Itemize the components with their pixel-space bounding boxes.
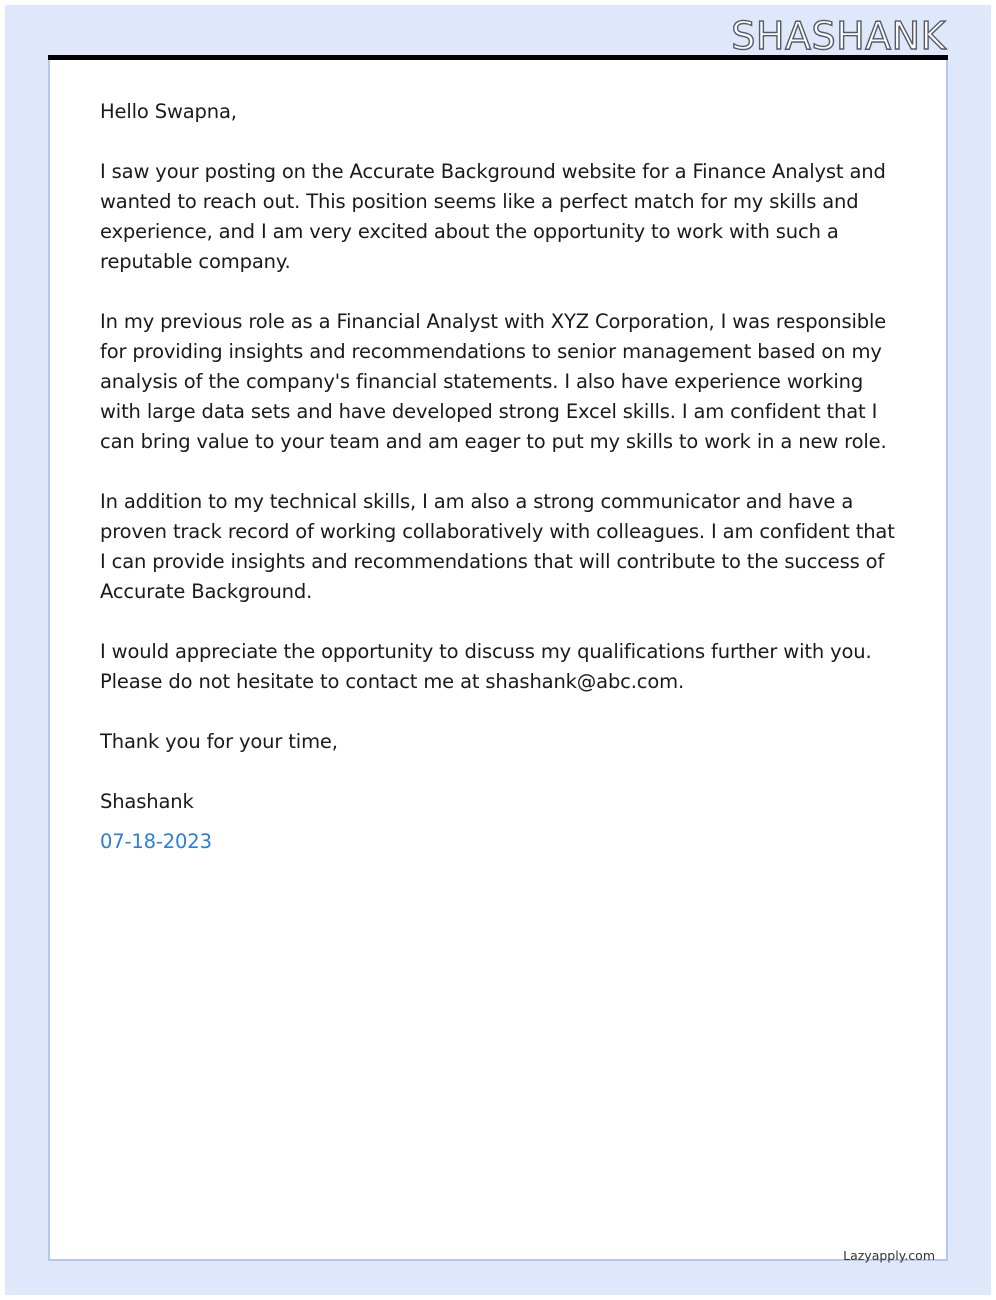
- paragraph-1: I saw your posting on the Accurate Background website for a Finance Analyst and wanted to reach out. This position seems like a perfect match for my skills and experience, and I am very excited about the opportunity to work with such a reputable company.: [100, 160, 886, 273]
- letter-date: 07-18-2023: [100, 830, 212, 853]
- paragraph-2: In my previous role as a Financial Analyst with XYZ Corporation, I was responsible for providing insights and recommendations to senior management based on my analysis of the company's financial statements. I also have experience working with large data sets and have developed strong Excel skills. I am confident that I can bring value to your team and am eager to put my skills to work in a new role.: [100, 310, 887, 453]
- paragraph-3: In addition to my technical skills, I am also a strong communicator and have a proven track record of working collaboratively with colleagues. I am confident that I can provide insights and recommendations that will contribute to the success of Accurate Background.: [100, 490, 895, 603]
- signature: Shashank: [100, 790, 194, 813]
- letter-body: [100, 97, 900, 857]
- closing: Thank you for your time,: [100, 730, 338, 753]
- header-name: SHASHANK: [731, 14, 946, 58]
- paragraph-4: I would appreciate the opportunity to discuss my qualifications further with you. Please do not hesitate to contact me at shashank@abc.com.: [100, 640, 872, 693]
- footer-watermark: Lazyapply.com: [843, 1248, 935, 1263]
- greeting: Hello Swapna,: [100, 100, 237, 123]
